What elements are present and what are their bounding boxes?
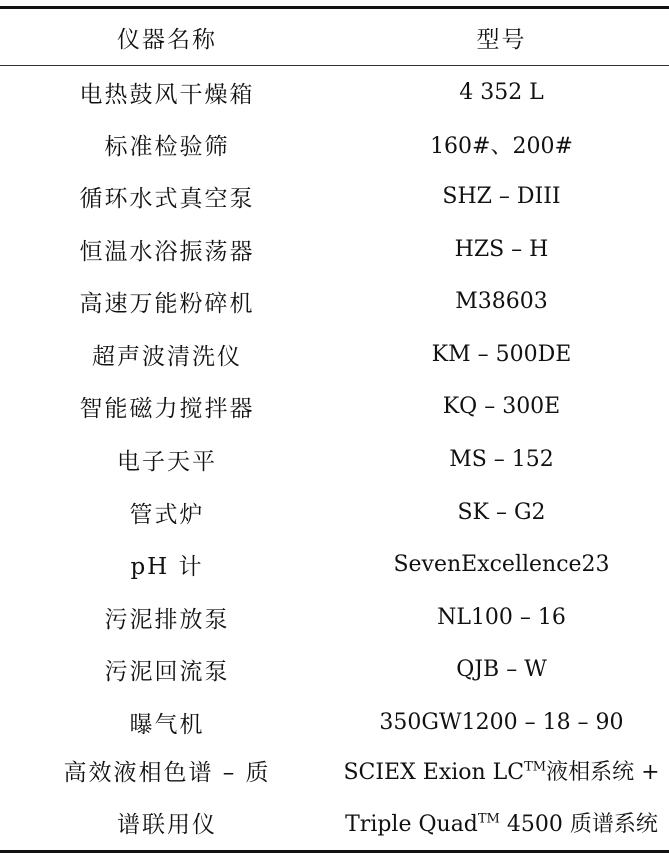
instrument-name-multiline [0,747,334,851]
instrument-model: SevenExcellence23 [393,551,610,577]
header-model: 型号 [476,26,527,53]
table-row [0,66,669,118]
instrument-name: 超声波清洗仪 [92,343,242,370]
instrument-model: NL100 – 16 [437,604,566,630]
instrument-model-line1 [343,747,659,799]
header-instrument-name: 仪器名称 [117,26,217,53]
instrument-name-line1: 高效液相色谱 – 质 [63,760,271,786]
instrument-model: M38603 [455,288,548,314]
instrument-model: HZS – H [454,236,549,262]
model-line2-pre: Triple Quad [345,812,478,837]
instrument-name: 智能磁力搅拌器 [79,395,255,422]
model-line1-trademark: TM [524,759,547,775]
model-line2-trademark: TM [477,811,500,827]
instrument-model-multiline [334,747,669,851]
table-row [0,643,669,695]
instrument-model: MS – 152 [449,446,554,472]
model-line1-pre: SCIEX Exion LC [343,760,525,785]
instrument-model: KM – 500DE [431,341,572,367]
model-line1-post: 液相系统 + [546,760,660,785]
table-bottom-rule [0,850,669,853]
table-row [0,380,669,432]
instrument-model: KQ – 300E [442,393,561,419]
table-top-rule [0,6,669,9]
instrument-name: 污泥排放泵 [104,606,230,633]
table-row [0,591,669,643]
instrument-model: SK – G2 [457,499,546,525]
instrument-name: 恒温水浴振荡器 [79,238,255,265]
instrument-name: 曝气机 [129,711,205,738]
instrument-name: 污泥回流泵 [104,658,230,685]
instrument-name: 电子天平 [117,448,217,475]
instrument-name: 循环水式真空泵 [79,185,255,212]
table-row-last [0,748,669,850]
table-header-row [0,10,669,64]
table-row [0,433,669,485]
instrument-name-line2: 谱联用仪 [117,812,217,838]
instrument-name: 管式炉 [129,501,205,528]
instrument-model: 350GW1200 – 18 – 90 [379,709,624,735]
table-row [0,118,669,170]
table-row [0,538,669,590]
table-row [0,275,669,327]
table-row [0,486,669,538]
instrument-model: 160#、200# [430,133,573,159]
model-line2-post: 4500 质谱系统 [499,812,658,837]
table-row [0,170,669,222]
table-row [0,328,669,380]
instrument-model-line2 [345,799,658,851]
instrument-name: pH 计 [130,553,204,580]
instrument-name: 高速万能粉碎机 [79,290,255,317]
table-row [0,696,669,748]
instrument-model: 4 352 L [459,79,544,105]
instrument-model: SHZ – DIII [442,183,561,209]
instrument-name: 标准检验筛 [104,133,230,160]
instrument-name: 电热鼓风干燥箱 [79,81,255,108]
table-row [0,223,669,275]
instrument-model: QJB – W [456,656,547,682]
